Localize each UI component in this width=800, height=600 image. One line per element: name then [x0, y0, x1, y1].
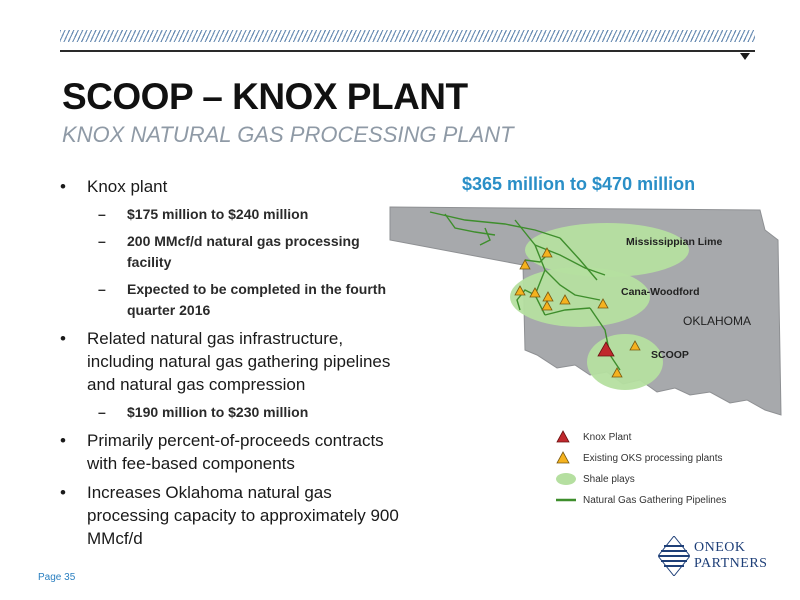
shale-play-scoop — [587, 334, 663, 390]
slide-title: SCOOP – KNOX PLANT — [62, 76, 468, 117]
sub-bullet-item — [60, 279, 400, 321]
bullet-text: $190 million to $230 million — [127, 404, 309, 420]
logo-line-2: PARTNERS — [694, 556, 768, 571]
sub-bullet-item — [60, 402, 400, 423]
legend-label-existing: Existing OKS processing plants — [583, 453, 723, 464]
shale-play-mississippian — [525, 223, 689, 277]
label-oklahoma: OKLAHOMA — [683, 314, 752, 328]
bullet-text: 200 MMcf/d natural gas processing facility — [127, 233, 360, 270]
sub-bullet-item — [60, 204, 400, 225]
label-cana-woodford: Cana-Woodford — [621, 286, 700, 298]
legend-item-pipelines — [555, 493, 726, 514]
bullet-text: Primarily percent-of-proceeds contracts with fee-based components — [87, 431, 384, 473]
red-triangle-icon — [555, 430, 571, 444]
bullet-marker: • — [60, 329, 66, 348]
bullet-marker: – — [98, 206, 106, 222]
label-scoop: SCOOP — [651, 349, 689, 361]
bullet-text: Knox plant — [87, 177, 168, 196]
oneok-diamond-icon — [658, 536, 690, 576]
bullet-marker: • — [60, 483, 66, 502]
header-hatch-band — [60, 30, 755, 42]
map-legend — [555, 430, 726, 514]
legend-label-knox: Knox Plant — [583, 432, 632, 443]
bullet-text: Related natural gas infrastructure, including natural gas gathering pipelines and natural gas compression — [87, 329, 391, 394]
green-ellipse-icon — [555, 472, 577, 486]
bullet-text: $175 million to $240 million — [127, 206, 309, 222]
caret-down-icon — [740, 53, 750, 60]
bullet-marker: • — [60, 177, 66, 196]
legend-item-shale — [555, 472, 726, 493]
bullet-item — [60, 429, 400, 475]
logo-line-1: ONEOK — [694, 540, 746, 555]
slide-subtitle: KNOX NATURAL GAS PROCESSING PLANT — [62, 122, 514, 147]
label-mississippian-lime: Mississippian Lime — [626, 236, 723, 248]
bullet-item — [60, 481, 400, 550]
yellow-triangle-icon — [555, 451, 571, 465]
sub-bullet-item — [60, 231, 400, 273]
bullet-text: Expected to be completed in the fourth quarter 2016 — [127, 281, 387, 318]
bullet-item — [60, 175, 400, 198]
bullet-text: Increases Oklahoma natural gas processing capacity to approximately 900 MMcf/d — [87, 483, 399, 548]
green-line-icon — [555, 493, 577, 507]
investment-range: $365 million to $470 million — [462, 174, 696, 194]
bullet-list — [60, 175, 400, 556]
company-logo-text — [694, 540, 767, 572]
bullet-marker: – — [98, 281, 106, 297]
bullet-marker: • — [60, 431, 66, 450]
oklahoma-map — [385, 200, 785, 425]
legend-item-existing — [555, 451, 726, 472]
legend-label-shale: Shale plays — [583, 474, 635, 485]
legend-label-pipelines: Natural Gas Gathering Pipelines — [583, 495, 727, 506]
page-number: Page 35 — [38, 572, 76, 583]
header-rule — [60, 50, 755, 52]
bullet-item — [60, 327, 400, 396]
bullet-marker: – — [98, 404, 106, 420]
bullet-marker: – — [98, 233, 106, 249]
legend-item-knox — [555, 430, 726, 451]
